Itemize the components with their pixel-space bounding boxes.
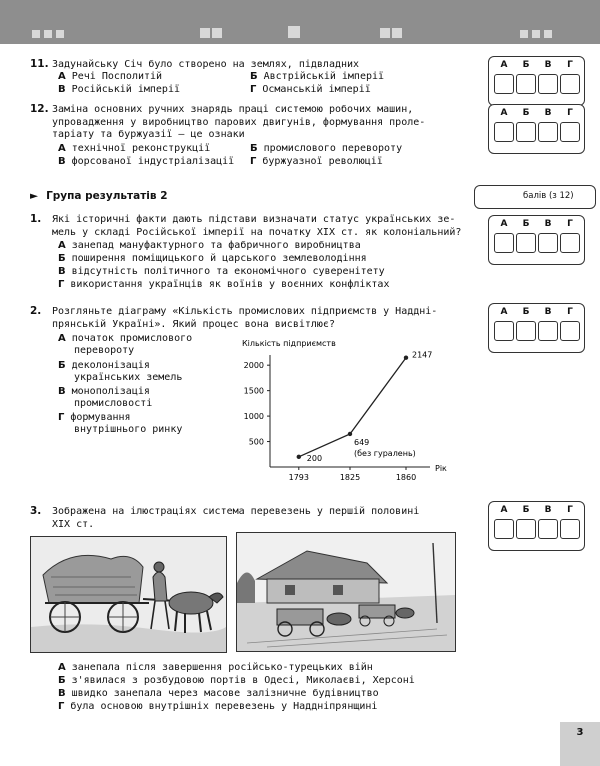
question-g2: 2. Розгляньте діаграму «Кількість промислових підприємств у Наддні- прянській Україні». Який процес вона висвітлює? [30,305,438,330]
question-number: 11. [30,58,49,70]
option-c: В Російській імперії [58,84,180,95]
option-d: Г використання українців як воїнів у воєнних конфліктах [58,279,390,290]
answer-box-c[interactable] [538,122,558,142]
answer-box-a[interactable] [494,122,514,142]
answer-box-d[interactable] [560,519,580,539]
answer-box-d[interactable] [560,74,580,94]
option-a: А занепала після завершення російсько-турецьких війн [58,662,373,673]
data-point [348,432,352,436]
option-d: Г була основою внутрішніх перевезень у Наддніпрянщині [58,701,378,712]
option-c: В монополізація промисловості [58,386,153,409]
y-axis-label: Кількість підприємств [242,339,336,348]
answer-box-b[interactable] [516,233,536,253]
x-tick-label: 1860 [395,473,417,482]
answer-box-d[interactable] [560,122,580,142]
data-label: 200 [306,453,323,463]
y-tick-label: 500 [248,437,264,447]
illustration-ox-cart [30,536,227,653]
section-title: ► Група результатів 2 [30,190,168,202]
option-b: Б промислового перевороту [250,143,403,154]
option-b: Б Австрійській імперії [250,71,385,82]
answer-box-c[interactable] [538,519,558,539]
answer-grid-g1: А Б В Г [488,215,585,265]
option-b: Б поширення поміщицького й царського землеволодіння [58,253,367,264]
answer-box-c[interactable] [538,233,558,253]
answer-box-c[interactable] [538,74,558,94]
y-tick-label: 1500 [243,386,264,396]
data-point [297,455,301,459]
score-label: балів (з 12) [523,191,574,201]
answer-box-a[interactable] [494,74,514,94]
y-tick-label: 1000 [243,412,264,422]
answer-grid-g2: А Б В Г [488,303,585,353]
triangle-marker-icon: ► [30,190,39,202]
answer-box-a[interactable] [494,519,514,539]
option-c: В швидко занепала через масове залізничне будівництво [58,688,379,699]
option-a: А Речі Посполитій [58,71,163,82]
data-label: 649 [354,437,370,447]
data-point [404,355,408,359]
series-line [299,358,406,457]
header-band [0,0,600,44]
question-g1: 1. Які історичні факти дають підстави визначати статус українських зе- мель у складі Російської імперії на початку XIX ст. як колоніальний? [30,213,462,238]
question-text: Задунайську Січ було створено на землях, підвладних [52,59,360,70]
answer-box-a[interactable] [494,321,514,341]
illustration-wagon-train [236,532,456,652]
answer-box-b[interactable] [516,122,536,142]
answer-box-d[interactable] [560,233,580,253]
score-box[interactable] [474,185,596,209]
answer-grid-q11: А Б В Г [488,56,585,106]
option-c: В форсованої індустріалізації [58,156,235,167]
option-c: В відсутність політичного та економічного суверенітету [58,266,385,277]
answer-box-b[interactable] [516,519,536,539]
option-d: Г Османській імперії [250,84,371,95]
y-tick-label: 2000 [243,361,264,371]
answer-grid-q12: А Б В Г [488,104,585,154]
option-d: Г формування внутрішнього ринку [58,412,183,435]
option-b: Б з'явилася з розбудовою портів в Одесі, Миколаєві, Херсоні [58,675,415,686]
answer-box-d[interactable] [560,321,580,341]
answer-grid-g3: А Б В Г [488,501,585,551]
question-12: 12. Заміна основних ручних знарядь праці системою робочих машин, упровадження у виробництво парових двигунів, формування проле- таріату та буржуазії — це ознаки [30,103,426,140]
industrial-enterprises-chart [230,335,470,485]
answer-box-c[interactable] [538,321,558,341]
answer-box-a[interactable] [494,233,514,253]
option-a: А технічної реконструкції [58,143,211,154]
question-g3: 3. Зображена на ілюстраціях система перевезень у першій половині XIX ст. [30,505,420,530]
option-b: Б деколонізація українських земель [58,360,183,383]
option-d: Г буржуазної революції [250,156,383,167]
option-a: А початок промислового перевороту [58,333,193,356]
page-number: 3 [560,722,600,766]
annotation: (без гуралень) [354,448,416,458]
x-axis-label: Рік [435,464,447,473]
question-11 [30,58,465,72]
x-tick-label: 1793 [288,473,309,482]
data-label: 2147 [412,350,433,360]
x-tick-label: 1825 [339,473,361,482]
answer-box-b[interactable] [516,74,536,94]
option-a: А занепад мануфактурного та фабричного виробництва [58,240,361,251]
answer-box-b[interactable] [516,321,536,341]
